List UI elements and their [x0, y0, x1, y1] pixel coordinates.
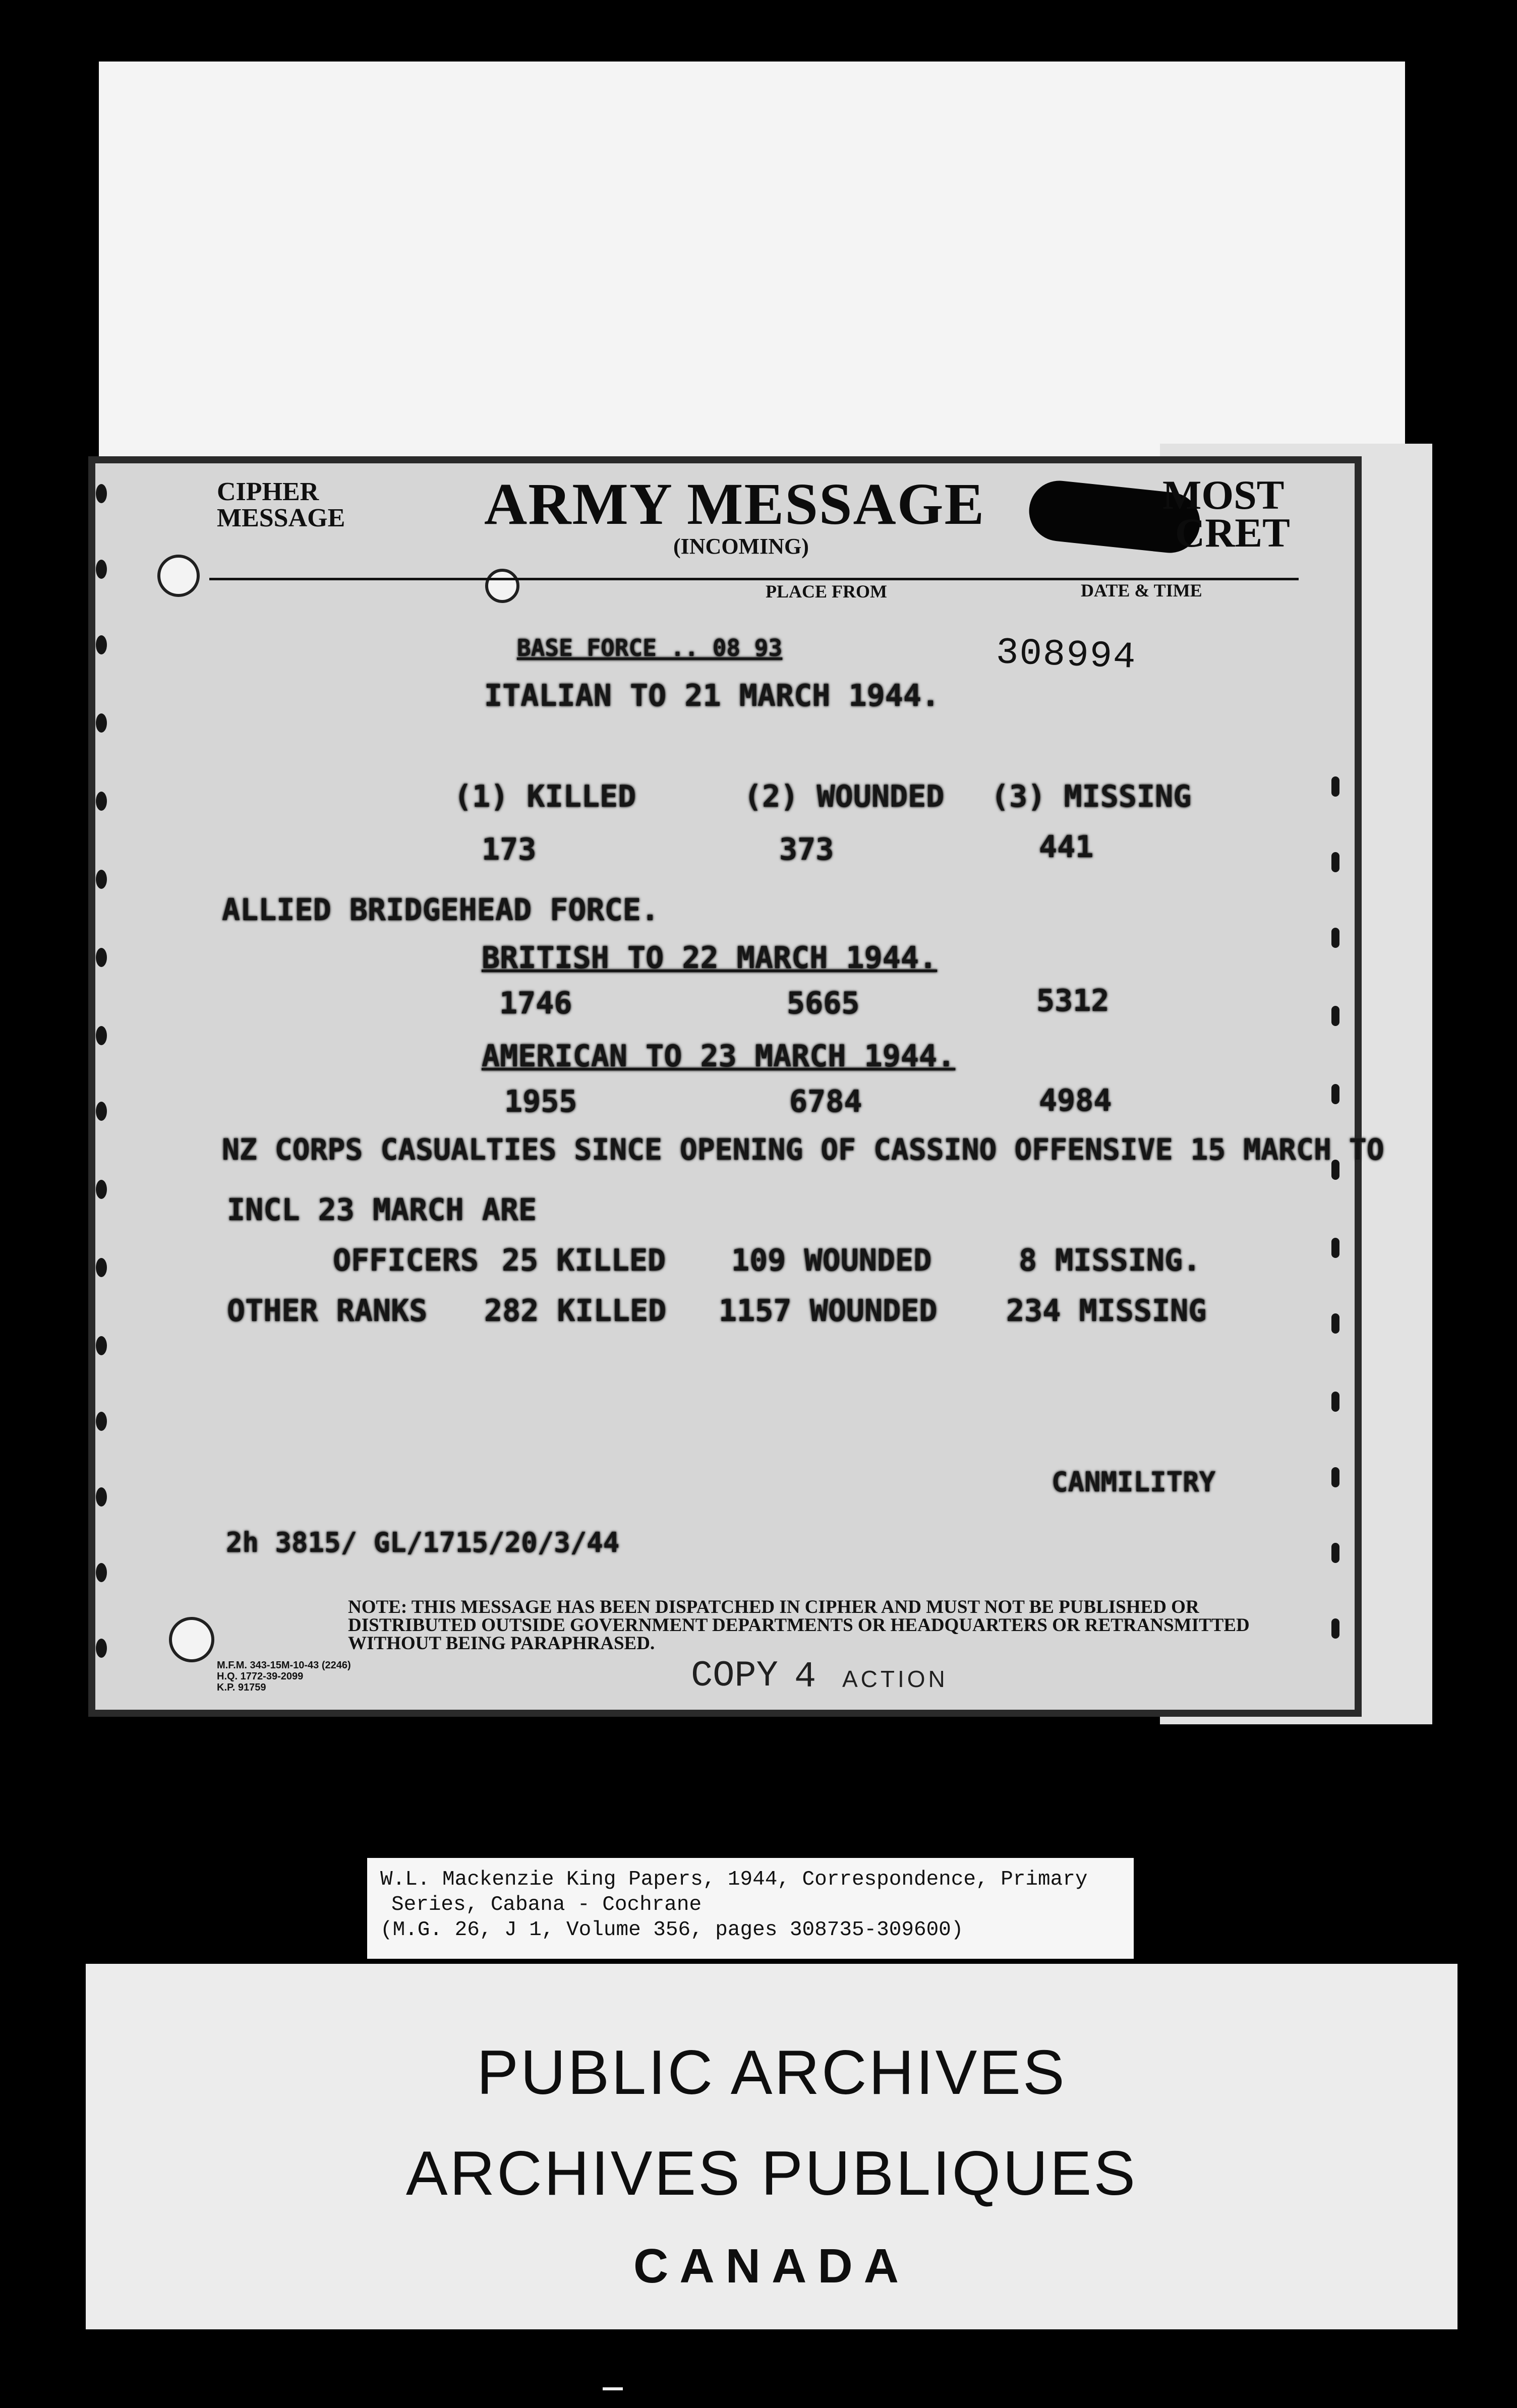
american-missing: 4984	[1039, 1083, 1112, 1118]
binder-pin	[96, 713, 107, 733]
copy-stamp: COPY	[691, 1655, 778, 1697]
edge-mark	[603, 2387, 623, 2390]
action-stamp: ACTION	[842, 1666, 948, 1692]
classification-most: MOST	[1162, 472, 1285, 518]
binder-pin	[96, 560, 107, 579]
officers-label: OFFICERS	[333, 1243, 479, 1278]
binder-pin	[96, 870, 107, 889]
citation-line: (M.G. 26, J 1, Volume 356, pages 308735-309600)	[380, 1918, 964, 1942]
other-ranks-killed: 282 KILLED	[484, 1293, 667, 1329]
binder-pin	[96, 635, 107, 654]
officers-wounded: 109 WOUNDED	[731, 1243, 932, 1278]
binder-pin	[1331, 1006, 1339, 1026]
binder-pin	[1331, 1543, 1339, 1563]
officers-missing: 8 MISSING.	[1019, 1243, 1201, 1278]
dispatch-note: NOTE: THIS MESSAGE HAS BEEN DISPATCHED IN CIPHER AND MUST NOT BE PUBLISHED OR DISTRIBUTED OUTSIDE GOVERNMENT DEPARTMENTS OR HEADQUARTERS OR RETRANSMITTED WITHOUT BEING PARAPHRASED.	[348, 1597, 1250, 1654]
binder-pin	[96, 1180, 107, 1199]
binder-pin	[96, 1102, 107, 1121]
form-subtitle: (INCOMING)	[673, 534, 809, 559]
punch-hole	[485, 569, 519, 603]
italian-heading: ITALIAN TO 21 MARCH 1944.	[484, 678, 940, 713]
binder-pin	[1331, 1313, 1339, 1334]
allied-heading: ALLIED BRIDGEHEAD FORCE.	[222, 892, 659, 928]
binder-pin	[1331, 1392, 1339, 1412]
binder-pin	[96, 1412, 107, 1431]
punch-hole	[169, 1617, 214, 1662]
british-heading: BRITISH TO 22 MARCH 1944.	[482, 940, 938, 976]
form-title: ARMY MESSAGE	[484, 471, 985, 537]
citation-line: Series, Cabana - Cochrane	[391, 1893, 702, 1916]
binder-pin	[96, 1258, 107, 1277]
classification-cret: CRET	[1175, 510, 1290, 556]
punch-hole	[157, 555, 200, 597]
italian-killed: 173	[482, 832, 537, 867]
message-reference-line: BASE FORCE .. 08 93	[517, 634, 783, 661]
column-killed: (1) KILLED	[454, 779, 636, 814]
binder-pin	[96, 792, 107, 811]
binder-pin	[96, 1026, 107, 1045]
american-killed: 1955	[504, 1084, 577, 1119]
reference-line: 2h 3815/ GL/1715/20/3/44	[226, 1527, 620, 1558]
binder-pin	[96, 1563, 107, 1582]
binder-pin	[96, 1336, 107, 1355]
binder-pin	[1331, 1467, 1339, 1487]
british-missing: 5312	[1036, 983, 1110, 1018]
other-ranks-missing: 234 MISSING	[1006, 1293, 1207, 1329]
american-heading: AMERICAN TO 23 MARCH 1944.	[482, 1039, 956, 1074]
binder-pin	[96, 484, 107, 503]
binder-pin	[1331, 1618, 1339, 1639]
italian-missing: 441	[1039, 829, 1094, 865]
date-time-label: DATE & TIME	[1081, 580, 1202, 600]
binder-pin	[96, 948, 107, 967]
binder-pin	[96, 1639, 107, 1658]
binder-pin	[1331, 1084, 1339, 1104]
copy-number: 4	[794, 1656, 816, 1698]
american-wounded: 6784	[789, 1084, 862, 1119]
officers-killed: 25 KILLED	[502, 1243, 666, 1278]
archives-title-en: PUBLIC ARCHIVES	[477, 2038, 1067, 2108]
archives-country: CANADA	[633, 2239, 910, 2293]
other-ranks-label: OTHER RANKS	[227, 1293, 428, 1329]
cipher-message-label: CIPHER MESSAGE	[217, 477, 345, 532]
binder-pin	[1331, 928, 1339, 948]
binder-pin	[1331, 852, 1339, 872]
serial-number: 308994	[995, 632, 1137, 679]
other-ranks-wounded: 1157 WOUNDED	[719, 1293, 938, 1329]
citation-label	[367, 1858, 1134, 1959]
corps-casualties-line-2: INCL 23 MARCH ARE	[227, 1192, 537, 1228]
italian-wounded: 373	[779, 832, 834, 867]
place-from-label: PLACE FROM	[766, 581, 887, 601]
column-missing: (3) MISSING	[991, 779, 1192, 814]
binder-pin	[96, 1487, 107, 1507]
corps-casualties-line: NZ CORPS CASUALTIES SINCE OPENING OF CASSINO OFFENSIVE 15 MARCH TO	[222, 1132, 1384, 1167]
form-codes: M.F.M. 343-15M-10-43 (2246) H.Q. 1772-39-2099 K.P. 91759	[217, 1660, 351, 1693]
british-wounded: 5665	[787, 986, 860, 1021]
binder-pin	[1331, 776, 1339, 797]
british-killed: 1746	[499, 986, 572, 1021]
column-wounded: (2) WOUNDED	[744, 779, 945, 814]
sender-signature: CANMILITRY	[1052, 1466, 1216, 1498]
citation-line: W.L. Mackenzie King Papers, 1944, Correspondence, Primary	[380, 1868, 1088, 1891]
archives-title-fr: ARCHIVES PUBLIQUES	[405, 2139, 1138, 2208]
binder-pin	[1331, 1238, 1339, 1258]
